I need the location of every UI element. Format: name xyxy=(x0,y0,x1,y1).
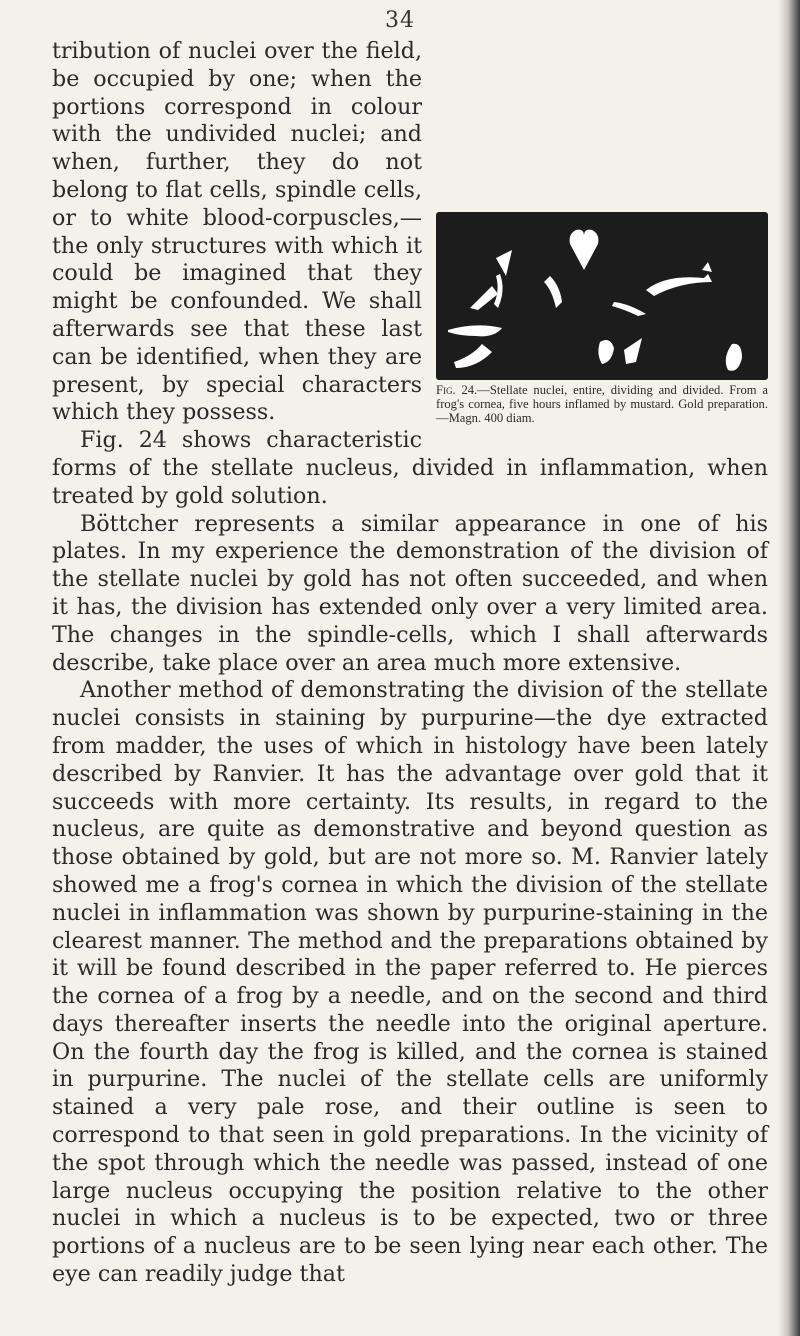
body-text xyxy=(52,38,768,1289)
page-number: 34 xyxy=(385,8,415,33)
figure-caption xyxy=(436,383,768,425)
paragraph-2: Fig. 24 shows characteristic forms of the stellate nucleus, divided in inflammation, when treated by gold solution. xyxy=(52,427,768,509)
paragraph-3: Böttcher represents a similar appearance in one of his plates. In my experience the demonstration of the division of the stellate nuclei by gold has not often succeeded, and when it has, the division has extended only over a very limited area. The changes in the spindle-cells, which I shall afterwards describe, take place over an area much more extensive. xyxy=(52,510,768,676)
figure-24 xyxy=(436,212,768,425)
paragraph-4: Another method of demonstrating the division of the stellate nuclei consists in staining by purpurine—the dye extracted from madder, the uses of which in histology have been lately described by Ranvier. It has the advantage over gold that it succeeds with more certainty. Its results, in regard to the nucleus, are quite as demonstrative and beyond question as those obtained by gold, but are not more so. M. Ranvier lately showed me a frog's cornea in which the division of the stellate nuclei in inflammation was shown by purpurine-staining in the clearest manner. The method and the preparations obtained by it will be found described in the paper referred to. He pierces the cornea of a frog by a needle, and on the second and third days thereafter inserts the needle into the original aperture. On the fourth day the frog is killed, and the cornea is stained in purpurine. The nuclei of the stellate cells are uniformly stained a very pale rose, and their outline is seen to correspond to that seen in gold preparations. In the vicinity of the spot through which the needle was passed, instead of one large nucleus occupying the position relative to the other nuclei in which a nucleus is to be expected, two or three portions of a nucleus are to be seen lying near each other. The eye can readily judge that xyxy=(52,677,768,1288)
figure-24-illustration xyxy=(436,212,768,380)
page-edge-shadow xyxy=(778,0,800,1336)
paragraph-1: tribution of nuclei over the field, be occupied by one; when the portions correspond in colour with the undivided nuclei; and when, further, they do not belong to flat cells, spindle cells, or to white blood-corpuscles,— the only structures with which it could be imagined that they might be confounded. We shall afterwards see that these last can be identified, when they are present, by special characters which they possess. xyxy=(52,38,422,426)
figure-caption-text: —Stellate nuclei, entire, dividing and divided. From a frog's cornea, five hours inflamed by mustard. Gold preparation.—Magn. 400 diam. xyxy=(436,383,769,425)
figure-caption-lead: Fig. 24. xyxy=(436,383,478,397)
